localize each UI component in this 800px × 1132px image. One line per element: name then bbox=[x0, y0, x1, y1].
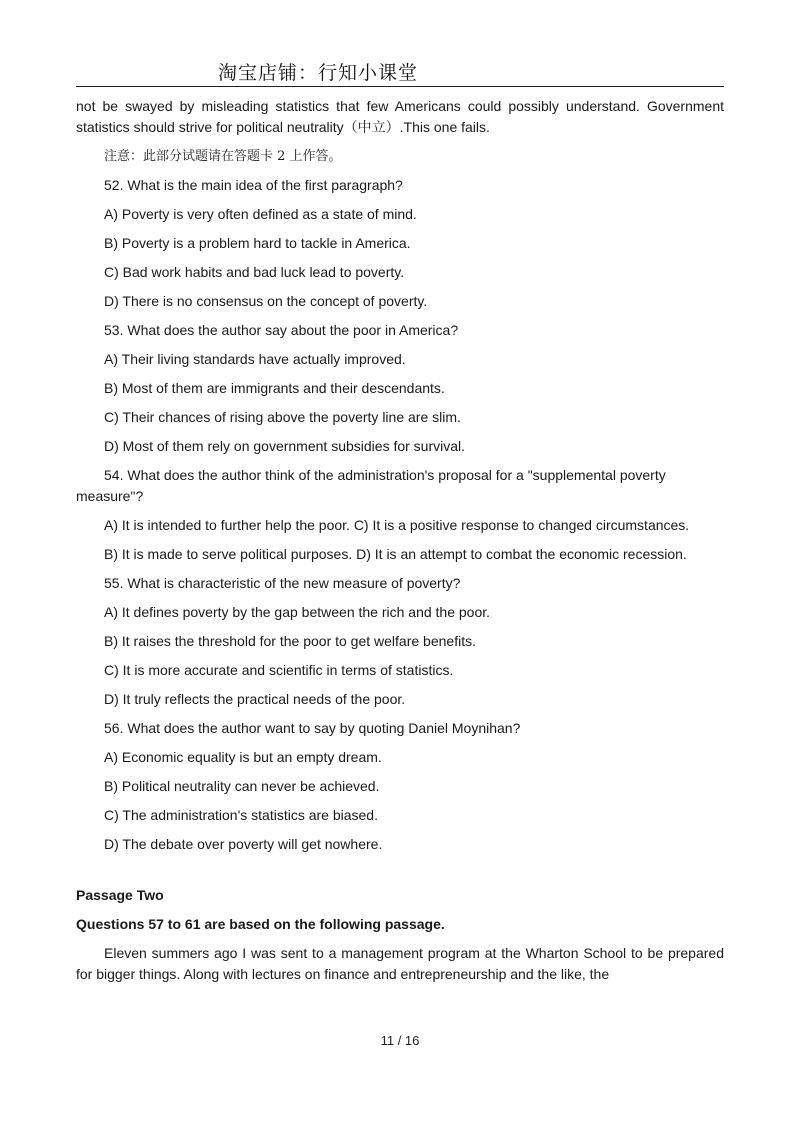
q56-option-b: B) Political neutrality can never be achieved. bbox=[104, 778, 380, 794]
page-content bbox=[76, 96, 724, 985]
q56-option-c: C) The administration's statistics are biased. bbox=[104, 807, 378, 823]
q53-option-a: A) Their living standards have actually improved. bbox=[104, 351, 406, 367]
q52-option-b: B) Poverty is a problem hard to tackle in America. bbox=[104, 235, 411, 251]
q55-option-a: A) It defines poverty by the gap between the rich and the poor. bbox=[104, 604, 491, 620]
q52-option-c: C) Bad work habits and bad luck lead to poverty. bbox=[104, 264, 405, 280]
q56-option-d: D) The debate over poverty will get nowhere. bbox=[104, 836, 383, 852]
q55-option-c: C) It is more accurate and scientific in terms of statistics. bbox=[104, 662, 454, 678]
q54-options-a-c: A) It is intended to further help the poor. C) It is a positive response to changed circumstances. bbox=[104, 517, 690, 533]
section-spacer bbox=[76, 863, 724, 885]
q54-options-b-d: B) It is made to serve political purposes. D) It is an attempt to combat the economic recession. bbox=[104, 546, 687, 562]
question-52: 52. What is the main idea of the first paragraph? bbox=[104, 177, 403, 193]
question-56: 56. What does the author want to say by quoting Daniel Moynihan? bbox=[104, 720, 521, 736]
q53-option-b: B) Most of them are immigrants and their descendants. bbox=[104, 380, 445, 396]
header-title: 淘宝店铺：行知小课堂 bbox=[218, 62, 419, 84]
q52-option-d: D) There is no consensus on the concept of poverty. bbox=[104, 293, 428, 309]
q53-option-d: D) Most of them rely on government subsidies for survival. bbox=[104, 438, 466, 454]
q55-option-b: B) It raises the threshold for the poor to get welfare benefits. bbox=[104, 633, 476, 649]
q52-option-a: A) Poverty is very often defined as a state of mind. bbox=[104, 206, 417, 222]
intro-paragraph: not be swayed by misleading statistics that few Americans could possibly understand. Government statistics should strive for political neutrality（中立）.This one fails. bbox=[76, 98, 724, 135]
page-number: 11 / 16 bbox=[380, 1033, 420, 1048]
q53-option-c: C) Their chances of rising above the poverty line are slim. bbox=[104, 409, 461, 425]
q56-option-a: A) Economic equality is but an empty dream. bbox=[104, 749, 382, 765]
question-53: 53. What does the author say about the poor in America? bbox=[104, 322, 459, 338]
answer-sheet-note: 注意：此部分试题请在答题卡 2 上作答。 bbox=[104, 149, 342, 164]
passage-subtitle: Questions 57 to 61 are based on the following passage. bbox=[76, 916, 445, 932]
question-55: 55. What is characteristic of the new measure of poverty? bbox=[104, 575, 461, 591]
q55-option-d: D) It truly reflects the practical needs of the poor. bbox=[104, 691, 406, 707]
passage-title: Passage Two bbox=[76, 887, 164, 903]
page-header bbox=[76, 56, 724, 87]
passage-text: Eleven summers ago I was sent to a management program at the Wharton School to be prepared for bigger things. Along with lectures on finance and entrepreneurship and the like, the bbox=[76, 945, 724, 982]
question-54: 54. What does the author think of the administration's proposal for a "supplemental poverty measure"? bbox=[76, 467, 666, 504]
